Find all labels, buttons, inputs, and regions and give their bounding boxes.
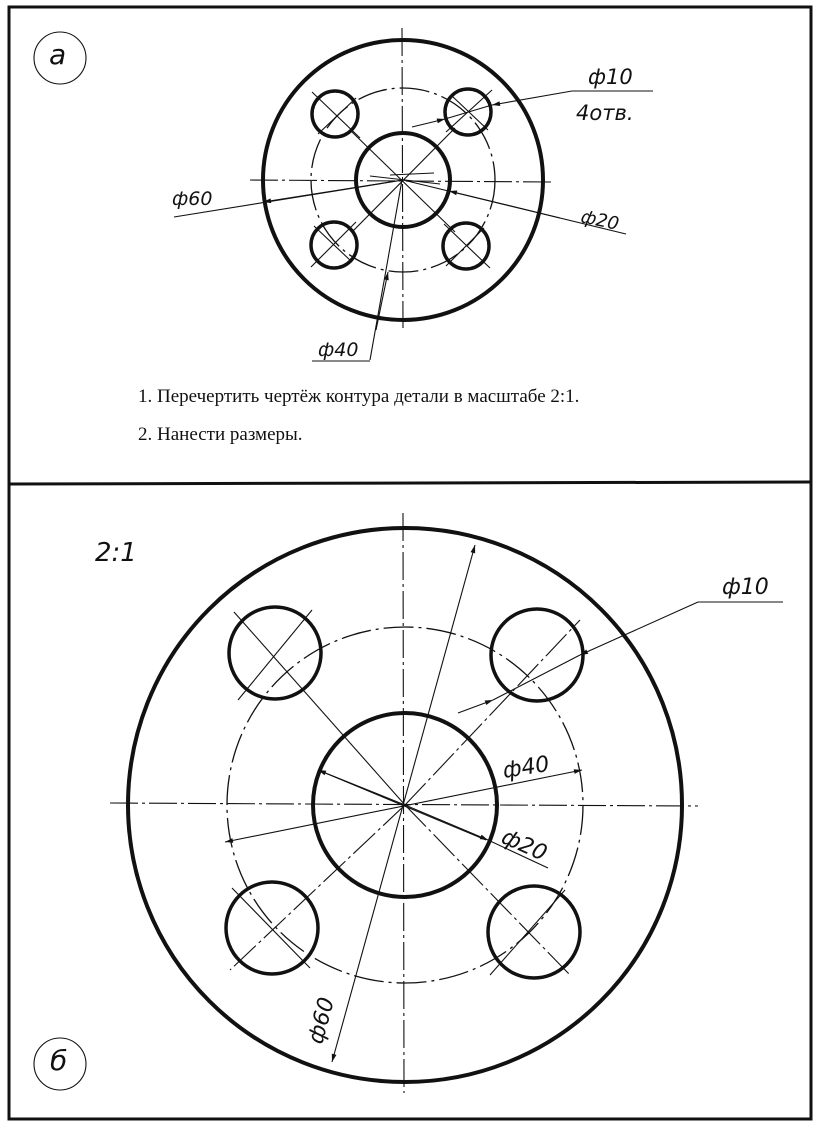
panel-b-dim-center: ф20 bbox=[497, 824, 551, 867]
panel-a-drawing bbox=[34, 28, 653, 361]
panel-b-dim-bolt: ф40 bbox=[501, 751, 552, 784]
panel-b-dim-hole: ф10 bbox=[722, 575, 769, 600]
vertical-centerline bbox=[402, 28, 403, 328]
panel-a-dim-bolt: ф40 bbox=[318, 339, 359, 361]
panel-divider bbox=[9, 482, 811, 484]
panel-a-label: а bbox=[49, 38, 67, 71]
panel-a-hole-count: 4отв. bbox=[576, 101, 634, 125]
panel-b-label: б bbox=[50, 1044, 68, 1077]
instruction-2: 2. Нанести размеры. bbox=[138, 424, 303, 445]
scale-label: 2:1 bbox=[95, 538, 137, 568]
panel-b-drawing bbox=[34, 513, 783, 1093]
bolt-holes bbox=[226, 607, 583, 978]
instruction-1: 1. Перечертить чертёж контура детали в масштабе 2:1. bbox=[138, 386, 580, 407]
panel-a-dim-center: ф20 bbox=[578, 206, 621, 235]
bolt-holes bbox=[311, 89, 492, 269]
panel-a-dim-hole: ф10 bbox=[588, 65, 633, 89]
panel-a-dim-outer: ф60 bbox=[172, 188, 213, 210]
panel-b-dim-outer: ф60 bbox=[303, 994, 340, 1047]
